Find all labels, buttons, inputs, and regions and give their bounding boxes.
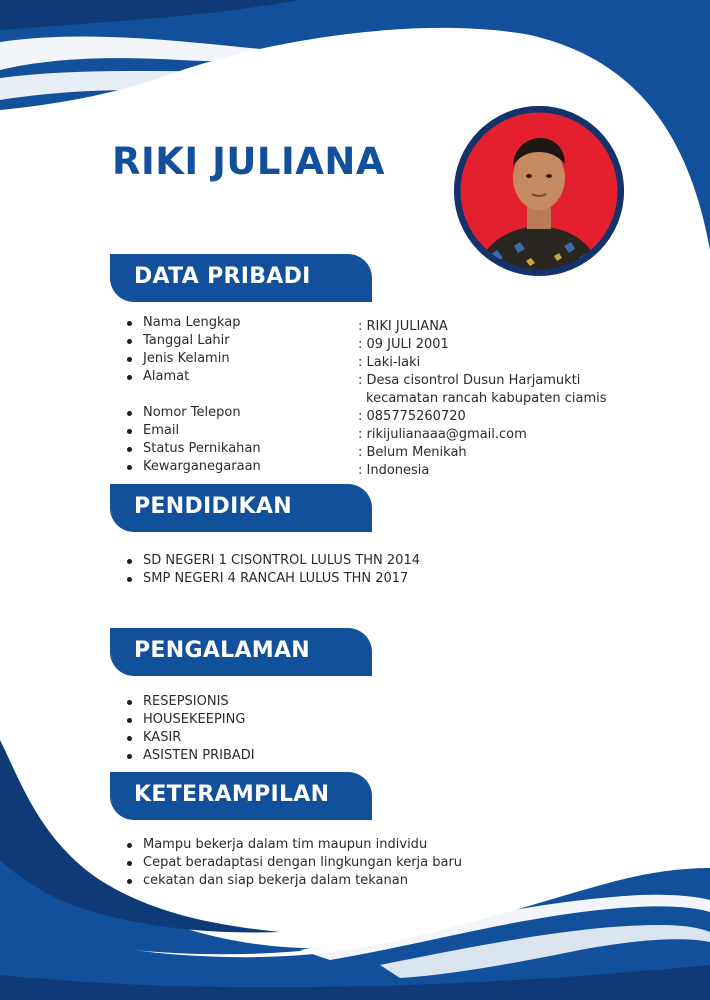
value-address-line2: kecamatan rancah kabupaten ciamis — [366, 391, 607, 406]
education-list — [126, 552, 420, 588]
section-header-experience — [110, 628, 372, 676]
value-full-name: : RIKI JULIANA — [358, 319, 448, 334]
value-marital-status: : Belum Menikah — [358, 445, 467, 460]
value-birth-date: : 09 JULI 2001 — [358, 337, 449, 352]
experience-list — [126, 693, 255, 765]
list-item: HOUSEKEEPING — [126, 711, 255, 729]
section-title: PENDIDIKAN — [134, 494, 292, 519]
list-item: Alamat — [126, 368, 261, 386]
list-item: Status Pernikahan — [126, 440, 261, 458]
list-item: Mampu bekerja dalam tim maupun individu — [126, 836, 462, 854]
personal-values-list — [358, 318, 607, 480]
list-item: Nomor Telepon — [126, 404, 261, 422]
list-item: SD NEGERI 1 CISONTROL LULUS THN 2014 — [126, 552, 420, 570]
candidate-name: RIKI JULIANA — [112, 140, 385, 183]
list-item: SMP NEGERI 4 RANCAH LULUS THN 2017 — [126, 570, 420, 588]
skills-list — [126, 836, 462, 890]
value-nationality: : Indonesia — [358, 463, 430, 478]
list-item: Kewarganegaraan — [126, 458, 261, 476]
section-title: KETERAMPILAN — [134, 782, 330, 807]
list-item: ASISTEN PRIBADI — [126, 747, 255, 765]
list-item: Nama Lengkap — [126, 314, 261, 332]
value-address: : Desa cisontrol Dusun Harjamukti — [358, 373, 581, 388]
profile-photo — [454, 106, 624, 276]
list-item: Jenis Kelamin — [126, 350, 261, 368]
section-header-education — [110, 484, 372, 532]
list-item: RESEPSIONIS — [126, 693, 255, 711]
personal-labels-list — [126, 314, 261, 476]
list-item: Cepat beradaptasi dengan lingkungan kerja baru — [126, 854, 462, 872]
value-email: : rikijulianaaa@gmail.com — [358, 427, 527, 442]
section-title: PENGALAMAN — [134, 638, 311, 663]
section-header-skills — [110, 772, 372, 820]
list-item: Email — [126, 422, 261, 440]
value-gender: : Laki-laki — [358, 355, 421, 370]
list-item: Tanggal Lahir — [126, 332, 261, 350]
value-phone: : 085775260720 — [358, 409, 466, 424]
section-header-personal — [110, 254, 372, 302]
list-item: cekatan dan siap bekerja dalam tekanan — [126, 872, 462, 890]
section-title: DATA PRIBADI — [134, 264, 311, 289]
list-item: KASIR — [126, 729, 255, 747]
